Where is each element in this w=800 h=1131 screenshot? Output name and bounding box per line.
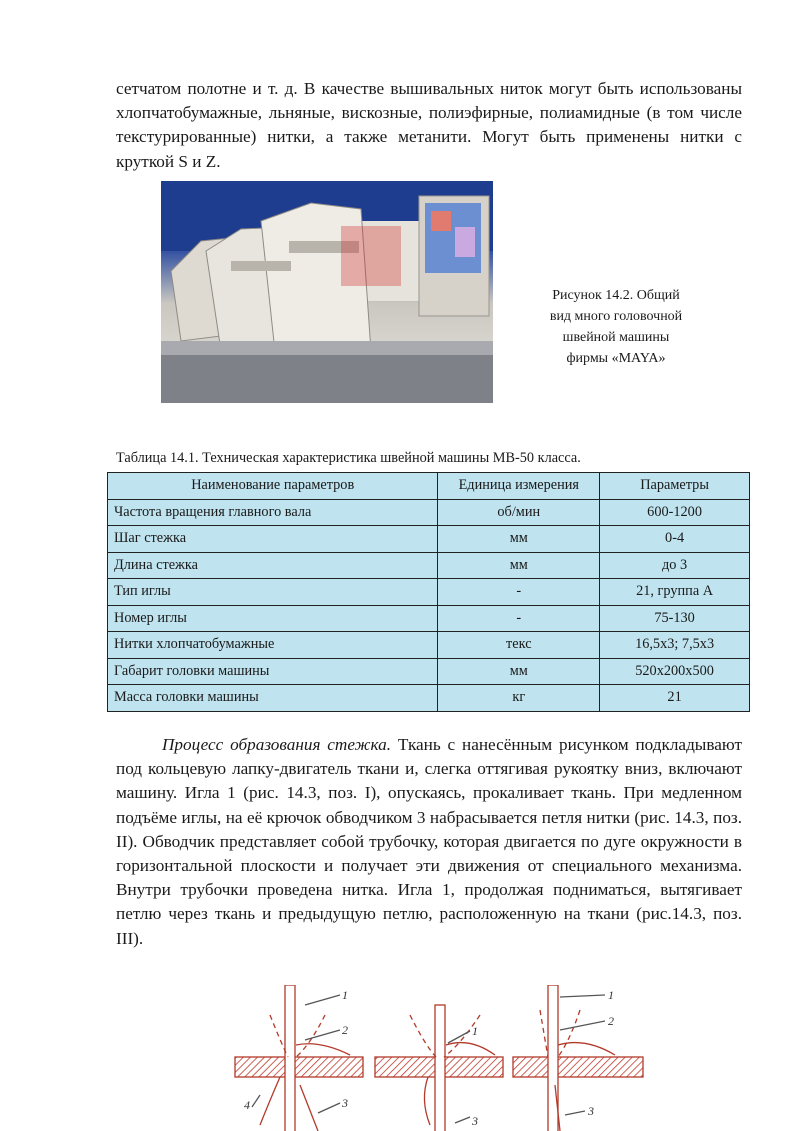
table-row: [108, 632, 750, 659]
caption-line: фирмы «MAYA»: [566, 351, 666, 366]
param-unit: -: [438, 605, 600, 632]
diagram-label: 1: [608, 988, 614, 1002]
paragraph-stitch-process: [116, 733, 742, 951]
param-name: Габарит головки машины: [108, 658, 438, 685]
param-value: 21, группа А: [600, 579, 750, 606]
diagram-panel-3: [513, 985, 643, 1131]
diagram-label: 1: [342, 988, 348, 1002]
table-title: Таблица 14.1. Техническая характеристика швейной машины МВ-50 класса.: [116, 450, 581, 466]
param-unit: -: [438, 579, 600, 606]
diagram-label: 3: [472, 1114, 478, 1128]
param-name: Длина стежка: [108, 552, 438, 579]
param-value: 75-130: [600, 605, 750, 632]
param-unit: мм: [438, 526, 600, 553]
header-cell: Параметры: [600, 473, 750, 500]
stitch-formation-diagram: [230, 985, 650, 1131]
table-row: [108, 605, 750, 632]
param-value: 600-1200: [600, 499, 750, 526]
diagram-label: 1: [472, 1024, 478, 1038]
param-unit: текс: [438, 632, 600, 659]
param-name: Номер иглы: [108, 605, 438, 632]
diagram-label: 3: [342, 1096, 348, 1110]
caption-line: швейной машины: [562, 330, 670, 345]
param-value: 16,5х3; 7,5х3: [600, 632, 750, 659]
param-value: 21: [600, 685, 750, 712]
figure-caption: [518, 285, 714, 369]
param-name: Масса головки машины: [108, 685, 438, 712]
table-row: [108, 499, 750, 526]
table-row: [108, 685, 750, 712]
param-name: Тип иглы: [108, 579, 438, 606]
diagram-label: 2: [608, 1014, 614, 1028]
table-row: [108, 658, 750, 685]
param-value: до 3: [600, 552, 750, 579]
caption-line: Рисунок 14.2. Общий: [552, 288, 680, 303]
header-cell: Единица измерения: [438, 473, 600, 500]
diagram-label: 2: [342, 1023, 348, 1037]
table-row: [108, 552, 750, 579]
caption-line: вид много головочной: [549, 309, 683, 324]
param-unit: об/мин: [438, 499, 600, 526]
param-name: Частота вращения главного вала: [108, 499, 438, 526]
diagram-label: 3: [588, 1104, 594, 1118]
diagram-label: 4: [244, 1098, 250, 1112]
param-unit: мм: [438, 552, 600, 579]
process-title: Процесс образования стежка.: [162, 735, 392, 754]
embroidery-machine-photo: [161, 181, 493, 403]
table-header-row: [108, 473, 750, 500]
table-row: [108, 526, 750, 553]
param-value: 520х200х500: [600, 658, 750, 685]
param-unit: кг: [438, 685, 600, 712]
spec-table: [107, 472, 750, 712]
param-unit: мм: [438, 658, 600, 685]
paragraph-threads: сетчатом полотне и т. д. В качестве вышивальных ниток могут быть использованы хлопчатобумажные, льняные, вискозные, полиэфирные, полиамидные (в том числе текстурированные) нитки, а также метанити. Могут быть применены нитки с круткой S и Z.: [116, 79, 742, 171]
param-name: Нитки хлопчатобумажные: [108, 632, 438, 659]
process-body: Ткань с нанесённым рисунком подкладывают под кольцевую лапку-двигатель ткани и, слегка оттягивая рукоятку вниз, включают машину. Игла 1 (рис. 14.3, поз. I), опускаясь, прокаливает ткань. При медленном подъёме иглы, на её крючок обводчиком 3 набрасывается петля нитки (рис. 14.3, поз. II). Обводчик представляет собой трубочку, которая двигается по дуге окружности в горизонтальной плоскости и получает эти движения от специального механизма. Внутри трубочки проведена нитка. Игла 1, продолжая подниматься, вытягивает петлю через ткань и предыдущую петлю, расположенную на ткани (рис.14.3, поз. III).: [116, 735, 742, 948]
diagram-panel-2: [375, 1005, 503, 1131]
table-row: [108, 579, 750, 606]
param-name: Шаг стежка: [108, 526, 438, 553]
header-cell: Наименование параметров: [108, 473, 438, 500]
param-value: 0-4: [600, 526, 750, 553]
